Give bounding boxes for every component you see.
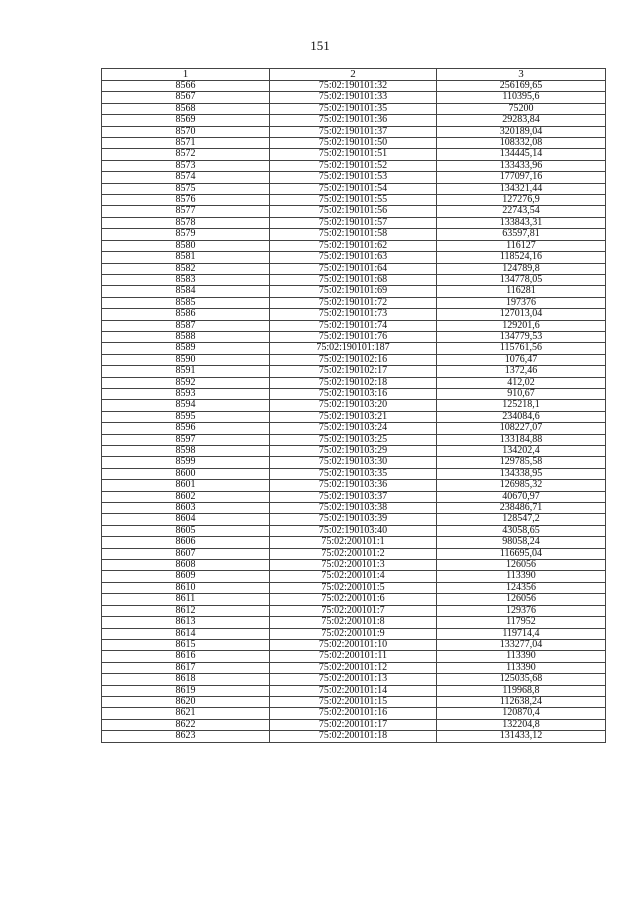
cadastral-number-cell: 75:02:190103:40 [270, 525, 437, 536]
row-number-cell: 8586 [102, 309, 270, 320]
row-number-cell: 8612 [102, 605, 270, 616]
value-cell: 234084,6 [437, 411, 606, 422]
table-row [102, 560, 606, 571]
table-row [102, 354, 606, 365]
table-row [102, 229, 606, 240]
row-number-cell: 8593 [102, 388, 270, 399]
row-number-cell: 8609 [102, 571, 270, 582]
cadastral-number-cell: 75:02:200101:12 [270, 662, 437, 673]
cadastral-number-cell: 75:02:190103:24 [270, 423, 437, 434]
value-cell: 119968,8 [437, 685, 606, 696]
table-row [102, 286, 606, 297]
table-row [102, 651, 606, 662]
cadastral-number-cell: 75:02:190101:56 [270, 206, 437, 217]
cadastral-number-cell: 75:02:200101:1 [270, 537, 437, 548]
value-cell: 133843,31 [437, 217, 606, 228]
table-row [102, 685, 606, 696]
cadastral-number-cell: 75:02:190103:39 [270, 514, 437, 525]
value-cell: 128547,2 [437, 514, 606, 525]
value-cell: 134338,95 [437, 468, 606, 479]
row-number-cell: 8572 [102, 149, 270, 160]
value-cell: 22743,54 [437, 206, 606, 217]
cadastral-number-cell: 75:02:190103:16 [270, 388, 437, 399]
row-number-cell: 8580 [102, 240, 270, 251]
value-cell: 134778,05 [437, 274, 606, 285]
table-row [102, 388, 606, 399]
table-row [102, 582, 606, 593]
table-header-row [102, 69, 606, 81]
cadastral-number-cell: 75:02:190101:36 [270, 115, 437, 126]
value-cell: 119714,4 [437, 628, 606, 639]
cadastral-number-cell: 75:02:190101:72 [270, 297, 437, 308]
row-number-cell: 8607 [102, 548, 270, 559]
cadastral-number-cell: 75:02:190101:32 [270, 81, 437, 92]
row-number-cell: 8584 [102, 286, 270, 297]
row-number-cell: 8615 [102, 639, 270, 650]
row-number-cell: 8569 [102, 115, 270, 126]
table-row [102, 468, 606, 479]
cadastral-number-cell: 75:02:190101:69 [270, 286, 437, 297]
cadastral-number-cell: 75:02:190101:62 [270, 240, 437, 251]
table-row [102, 594, 606, 605]
value-cell: 134445,14 [437, 149, 606, 160]
value-cell: 124789,8 [437, 263, 606, 274]
row-number-cell: 8576 [102, 195, 270, 206]
row-number-cell: 8590 [102, 354, 270, 365]
value-cell: 910,67 [437, 388, 606, 399]
table-row [102, 92, 606, 103]
value-cell: 115761,56 [437, 343, 606, 354]
cadastral-number-cell: 75:02:200101:4 [270, 571, 437, 582]
table-row [102, 160, 606, 171]
row-number-cell: 8622 [102, 719, 270, 730]
value-cell: 134321,44 [437, 183, 606, 194]
value-cell: 116127 [437, 240, 606, 251]
table-row [102, 514, 606, 525]
table-row [102, 263, 606, 274]
row-number-cell: 8603 [102, 503, 270, 514]
row-number-cell: 8581 [102, 252, 270, 263]
value-cell: 116281 [437, 286, 606, 297]
table-row [102, 628, 606, 639]
table-row [102, 731, 606, 742]
table-row [102, 537, 606, 548]
value-cell: 113390 [437, 662, 606, 673]
row-number-cell: 8602 [102, 491, 270, 502]
row-number-cell: 8571 [102, 138, 270, 149]
value-cell: 132204,8 [437, 719, 606, 730]
cadastral-number-cell: 75:02:190103:21 [270, 411, 437, 422]
value-cell: 112638,24 [437, 696, 606, 707]
value-cell: 134202,4 [437, 446, 606, 457]
cadastral-number-cell: 75:02:190101:35 [270, 103, 437, 114]
value-cell: 108332,08 [437, 138, 606, 149]
row-number-cell: 8613 [102, 617, 270, 628]
table-row [102, 491, 606, 502]
row-number-cell: 8598 [102, 446, 270, 457]
row-number-cell: 8579 [102, 229, 270, 240]
value-cell: 63597,81 [437, 229, 606, 240]
row-number-cell: 8595 [102, 411, 270, 422]
value-cell: 108227,07 [437, 423, 606, 434]
data-table [101, 68, 606, 743]
cadastral-number-cell: 75:02:190101:51 [270, 149, 437, 160]
row-number-cell: 8592 [102, 377, 270, 388]
cadastral-number-cell: 75:02:190101:50 [270, 138, 437, 149]
cadastral-number-cell: 75:02:190101:73 [270, 309, 437, 320]
table-row [102, 149, 606, 160]
cadastral-number-cell: 75:02:190103:29 [270, 446, 437, 457]
row-number-cell: 8623 [102, 731, 270, 742]
table-row [102, 138, 606, 149]
value-cell: 133277,04 [437, 639, 606, 650]
cadastral-number-cell: 75:02:200101:8 [270, 617, 437, 628]
table-row [102, 423, 606, 434]
value-cell: 133184,88 [437, 434, 606, 445]
row-number-cell: 8591 [102, 366, 270, 377]
row-number-cell: 8575 [102, 183, 270, 194]
row-number-cell: 8578 [102, 217, 270, 228]
value-cell: 238486,71 [437, 503, 606, 514]
column-header-2: 2 [270, 69, 437, 81]
table-row [102, 400, 606, 411]
cadastral-number-cell: 75:02:190102:18 [270, 377, 437, 388]
table-row [102, 81, 606, 92]
row-number-cell: 8567 [102, 92, 270, 103]
row-number-cell: 8621 [102, 708, 270, 719]
row-number-cell: 8573 [102, 160, 270, 171]
row-number-cell: 8600 [102, 468, 270, 479]
value-cell: 131433,12 [437, 731, 606, 742]
value-cell: 75200 [437, 103, 606, 114]
table-row [102, 480, 606, 491]
cadastral-number-cell: 75:02:190101:33 [270, 92, 437, 103]
column-header-1: 1 [102, 69, 270, 81]
cadastral-number-cell: 75:02:190101:74 [270, 320, 437, 331]
table-row [102, 708, 606, 719]
cadastral-number-cell: 75:02:190101:37 [270, 126, 437, 137]
cadastral-number-cell: 75:02:200101:17 [270, 719, 437, 730]
value-cell: 125035,68 [437, 674, 606, 685]
table-row [102, 115, 606, 126]
cadastral-number-cell: 75:02:190101:55 [270, 195, 437, 206]
cadastral-number-cell: 75:02:190101:54 [270, 183, 437, 194]
cadastral-number-cell: 75:02:200101:15 [270, 696, 437, 707]
row-number-cell: 8597 [102, 434, 270, 445]
row-number-cell: 8611 [102, 594, 270, 605]
table-row [102, 309, 606, 320]
cadastral-number-cell: 75:02:190101:187 [270, 343, 437, 354]
cadastral-number-cell: 75:02:190103:37 [270, 491, 437, 502]
row-number-cell: 8589 [102, 343, 270, 354]
cadastral-number-cell: 75:02:190101:58 [270, 229, 437, 240]
cadastral-number-cell: 75:02:200101:14 [270, 685, 437, 696]
row-number-cell: 8574 [102, 172, 270, 183]
table-row [102, 696, 606, 707]
table-row [102, 343, 606, 354]
row-number-cell: 8608 [102, 560, 270, 571]
table-row [102, 639, 606, 650]
value-cell: 197376 [437, 297, 606, 308]
value-cell: 129785,58 [437, 457, 606, 468]
row-number-cell: 8610 [102, 582, 270, 593]
table-row [102, 252, 606, 263]
row-number-cell: 8618 [102, 674, 270, 685]
cadastral-number-cell: 75:02:200101:6 [270, 594, 437, 605]
row-number-cell: 8620 [102, 696, 270, 707]
table-row [102, 503, 606, 514]
cadastral-number-cell: 75:02:190103:20 [270, 400, 437, 411]
row-number-cell: 8566 [102, 81, 270, 92]
table-row [102, 217, 606, 228]
row-number-cell: 8617 [102, 662, 270, 673]
cadastral-number-cell: 75:02:190101:63 [270, 252, 437, 263]
table-row [102, 605, 606, 616]
row-number-cell: 8606 [102, 537, 270, 548]
table-row [102, 457, 606, 468]
row-number-cell: 8605 [102, 525, 270, 536]
cadastral-number-cell: 75:02:200101:2 [270, 548, 437, 559]
value-cell: 125218,1 [437, 400, 606, 411]
row-number-cell: 8619 [102, 685, 270, 696]
cadastral-number-cell: 75:02:190101:76 [270, 331, 437, 342]
value-cell: 110395,6 [437, 92, 606, 103]
cadastral-number-cell: 75:02:190103:30 [270, 457, 437, 468]
value-cell: 134779,53 [437, 331, 606, 342]
cadastral-number-cell: 75:02:200101:3 [270, 560, 437, 571]
table-row [102, 103, 606, 114]
row-number-cell: 8585 [102, 297, 270, 308]
table-row [102, 525, 606, 536]
value-cell: 1372,46 [437, 366, 606, 377]
row-number-cell: 8601 [102, 480, 270, 491]
value-cell: 256169,65 [437, 81, 606, 92]
table-row [102, 126, 606, 137]
table-row [102, 366, 606, 377]
table-row [102, 297, 606, 308]
value-cell: 1076,47 [437, 354, 606, 365]
value-cell: 127276,9 [437, 195, 606, 206]
page-number: 151 [310, 38, 330, 53]
row-number-cell: 8596 [102, 423, 270, 434]
value-cell: 320189,04 [437, 126, 606, 137]
table-row [102, 674, 606, 685]
table-row [102, 320, 606, 331]
cadastral-number-cell: 75:02:190101:64 [270, 263, 437, 274]
row-number-cell: 8588 [102, 331, 270, 342]
cadastral-number-cell: 75:02:200101:13 [270, 674, 437, 685]
cadastral-number-cell: 75:02:190102:16 [270, 354, 437, 365]
table-row [102, 434, 606, 445]
row-number-cell: 8570 [102, 126, 270, 137]
table-row [102, 206, 606, 217]
table-row [102, 571, 606, 582]
cadastral-number-cell: 75:02:190103:35 [270, 468, 437, 479]
row-number-cell: 8568 [102, 103, 270, 114]
value-cell: 118524,16 [437, 252, 606, 263]
value-cell: 129201,6 [437, 320, 606, 331]
cadastral-number-cell: 75:02:200101:7 [270, 605, 437, 616]
row-number-cell: 8587 [102, 320, 270, 331]
value-cell: 126056 [437, 560, 606, 571]
table-row [102, 172, 606, 183]
value-cell: 177097,16 [437, 172, 606, 183]
cadastral-number-cell: 75:02:190102:17 [270, 366, 437, 377]
value-cell: 124356 [437, 582, 606, 593]
cadastral-number-cell: 75:02:200101:5 [270, 582, 437, 593]
row-number-cell: 8583 [102, 274, 270, 285]
cadastral-number-cell: 75:02:200101:10 [270, 639, 437, 650]
row-number-cell: 8604 [102, 514, 270, 525]
row-number-cell: 8594 [102, 400, 270, 411]
table-row [102, 446, 606, 457]
table-row [102, 331, 606, 342]
cadastral-number-cell: 75:02:190103:38 [270, 503, 437, 514]
table-row [102, 617, 606, 628]
table-body [102, 81, 606, 743]
cadastral-number-cell: 75:02:190101:57 [270, 217, 437, 228]
row-number-cell: 8582 [102, 263, 270, 274]
cadastral-number-cell: 75:02:190103:25 [270, 434, 437, 445]
cadastral-number-cell: 75:02:200101:18 [270, 731, 437, 742]
value-cell: 129376 [437, 605, 606, 616]
cadastral-number-cell: 75:02:190101:52 [270, 160, 437, 171]
value-cell: 412,02 [437, 377, 606, 388]
table-row [102, 662, 606, 673]
row-number-cell: 8577 [102, 206, 270, 217]
value-cell: 43058,65 [437, 525, 606, 536]
cadastral-number-cell: 75:02:200101:9 [270, 628, 437, 639]
cadastral-number-cell: 75:02:190101:53 [270, 172, 437, 183]
table-row [102, 195, 606, 206]
cadastral-number-cell: 75:02:190103:36 [270, 480, 437, 491]
row-number-cell: 8599 [102, 457, 270, 468]
cadastral-number-cell: 75:02:200101:16 [270, 708, 437, 719]
table-row [102, 411, 606, 422]
value-cell: 116695,04 [437, 548, 606, 559]
row-number-cell: 8614 [102, 628, 270, 639]
cadastral-number-cell: 75:02:190101:68 [270, 274, 437, 285]
value-cell: 117952 [437, 617, 606, 628]
table-row [102, 377, 606, 388]
column-header-3: 3 [437, 69, 606, 81]
table-row [102, 719, 606, 730]
cadastral-number-cell: 75:02:200101:11 [270, 651, 437, 662]
value-cell: 126056 [437, 594, 606, 605]
value-cell: 40670,97 [437, 491, 606, 502]
table-row [102, 548, 606, 559]
value-cell: 127013,04 [437, 309, 606, 320]
value-cell: 29283,84 [437, 115, 606, 126]
row-number-cell: 8616 [102, 651, 270, 662]
value-cell: 98058,24 [437, 537, 606, 548]
value-cell: 133433,96 [437, 160, 606, 171]
table-row [102, 183, 606, 194]
table-row [102, 274, 606, 285]
value-cell: 120870,4 [437, 708, 606, 719]
value-cell: 113390 [437, 651, 606, 662]
value-cell: 113390 [437, 571, 606, 582]
value-cell: 126985,32 [437, 480, 606, 491]
table-row [102, 240, 606, 251]
